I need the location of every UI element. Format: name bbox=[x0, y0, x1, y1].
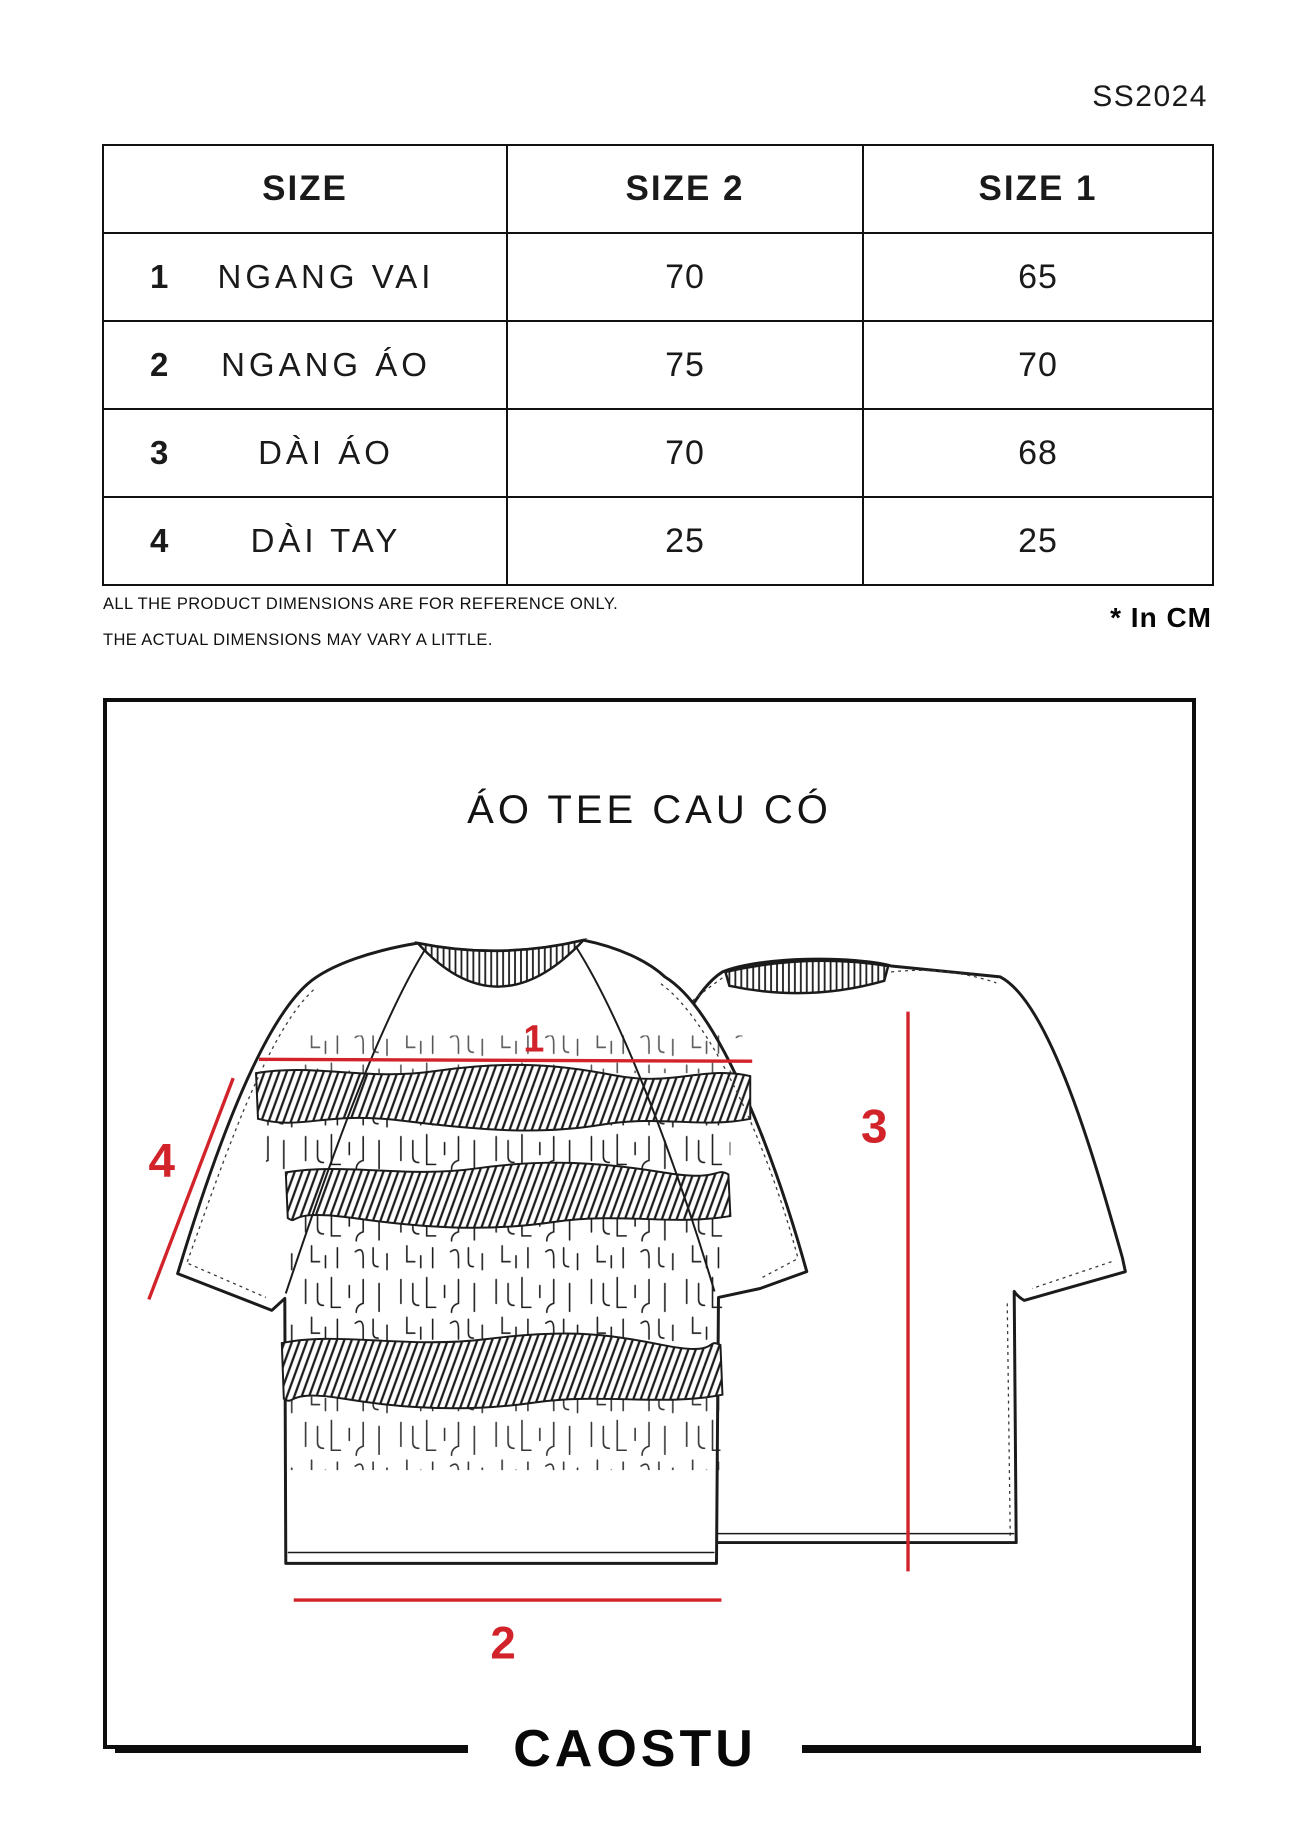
measure-number: 4 bbox=[150, 522, 169, 559]
size-table bbox=[102, 144, 1214, 586]
size2-value: 75 bbox=[507, 321, 863, 409]
measure-line-shoulder bbox=[259, 1059, 752, 1061]
table-row bbox=[103, 497, 1213, 585]
size1-value: 68 bbox=[863, 409, 1213, 497]
measure-label: NGANG VAI bbox=[217, 258, 435, 295]
diagram-box bbox=[103, 698, 1196, 1749]
table-row bbox=[103, 321, 1213, 409]
measure-label-shoulder: 1 bbox=[523, 1017, 545, 1060]
measure-label: DÀI TAY bbox=[250, 522, 402, 559]
tshirt-technical-drawing bbox=[107, 702, 1192, 1745]
measure-number: 3 bbox=[150, 434, 169, 471]
brand-logo: CAOSTU bbox=[468, 1716, 802, 1782]
size-table-header-row bbox=[103, 145, 1213, 233]
disclaimer-line-2: THE ACTUAL DIMENSIONS MAY VARY A LITTLE. bbox=[103, 631, 493, 649]
size1-value: 70 bbox=[863, 321, 1213, 409]
brand-rule-left bbox=[115, 1746, 471, 1753]
product-title: ÁO TEE CAU CÓ bbox=[467, 788, 832, 832]
measure-label: DÀI ÁO bbox=[258, 434, 394, 471]
unit-note: * In CM bbox=[1110, 602, 1212, 633]
disclaimer-line-1: ALL THE PRODUCT DIMENSIONS ARE FOR REFERENCE ONLY. bbox=[103, 595, 619, 613]
measure-label-sleeve: 4 bbox=[148, 1134, 175, 1188]
size2-value: 70 bbox=[507, 409, 863, 497]
table-row bbox=[103, 233, 1213, 321]
season-label: SS2024 bbox=[1092, 80, 1208, 113]
measure-number: 2 bbox=[150, 346, 169, 383]
size2-value: 70 bbox=[507, 233, 863, 321]
brand-rule-right bbox=[799, 1746, 1201, 1753]
measure-label: NGANG ÁO bbox=[221, 346, 431, 383]
size2-value: 25 bbox=[507, 497, 863, 585]
column-header-size1: SIZE 1 bbox=[863, 145, 1213, 233]
measure-label-chest: 2 bbox=[490, 1617, 516, 1669]
column-header-size2: SIZE 2 bbox=[507, 145, 863, 233]
size1-value: 25 bbox=[863, 497, 1213, 585]
table-row bbox=[103, 409, 1213, 497]
measure-label-length: 3 bbox=[861, 1100, 888, 1154]
size1-value: 65 bbox=[863, 233, 1213, 321]
front-shirt-drawing bbox=[178, 940, 807, 1563]
measure-number: 1 bbox=[150, 258, 169, 295]
column-header-size: SIZE bbox=[103, 145, 507, 233]
